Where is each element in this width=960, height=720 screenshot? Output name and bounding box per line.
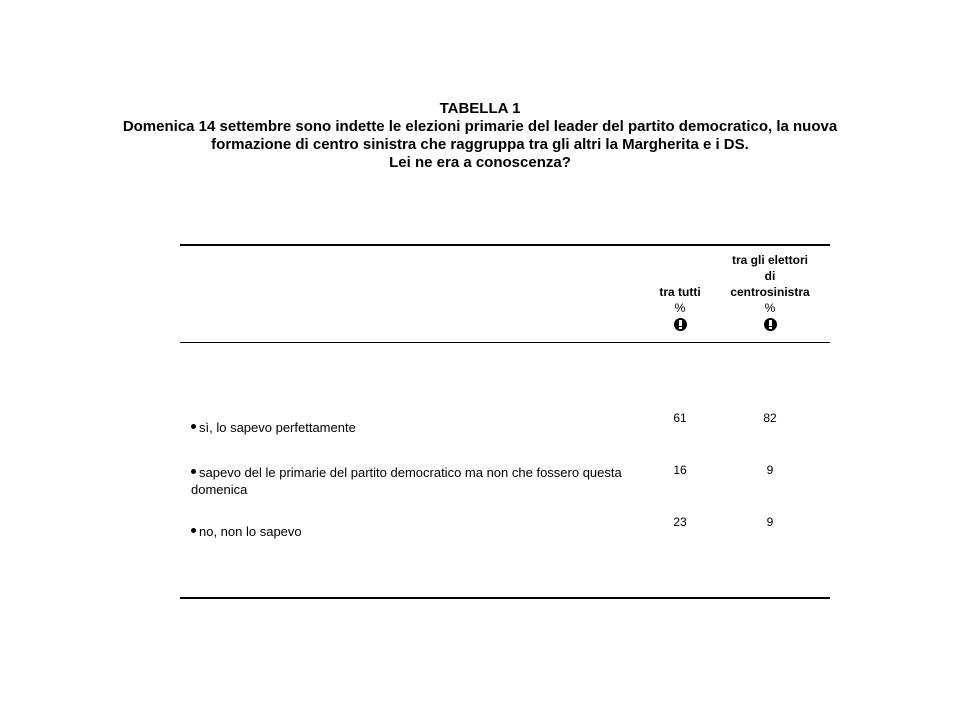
exclamation-circle-icon [674, 318, 687, 331]
table-header-rule [180, 342, 830, 343]
bullet-icon [191, 528, 196, 533]
table-cell-centre-left: 82 [763, 411, 777, 425]
column-header-centre-left-unit: % [764, 301, 776, 315]
table-row-label: sì, lo sapevo perfettamente [191, 419, 641, 436]
column-header-centre-left-line-2: di [764, 269, 776, 283]
table-bottom-rule [180, 597, 830, 599]
table-number: TABELLA 1 [439, 100, 521, 117]
bullet-icon [191, 424, 196, 429]
table-top-rule [180, 244, 830, 246]
column-header-centre-left-line-3: centrosinistra [730, 285, 810, 299]
question-line-1: Domenica 14 settembre sono indette le elezioni primarie del leader del partito democratico, la nuova [122, 118, 838, 135]
table-title-block [60, 100, 900, 172]
bullet-icon [191, 469, 196, 474]
column-header-all-label: tra tutti [659, 285, 701, 299]
table-row-label: sapevo del le primarie del partito democratico ma non che fossero questa domenica [191, 465, 622, 497]
table-cell-centre-left: 9 [766, 515, 774, 529]
table-cell-centre-left: 9 [766, 463, 774, 477]
column-header-all-unit: % [674, 301, 686, 315]
table-row-label: no, non lo sapevo [191, 523, 641, 540]
column-header-all [640, 284, 720, 335]
table-cell-all: 23 [673, 515, 687, 529]
column-header-centre-left-line-1: tra gli elettori [731, 253, 808, 267]
exclamation-circle-icon [764, 318, 777, 331]
column-header-centre-left [720, 252, 820, 335]
table-cell-all: 16 [673, 463, 687, 477]
question-line-3: Lei ne era a conoscenza? [389, 154, 571, 171]
question-line-2: formazione di centro sinistra che raggruppa tra gli altri la Margherita e i DS. [211, 136, 749, 153]
table-cell-all: 61 [673, 411, 687, 425]
